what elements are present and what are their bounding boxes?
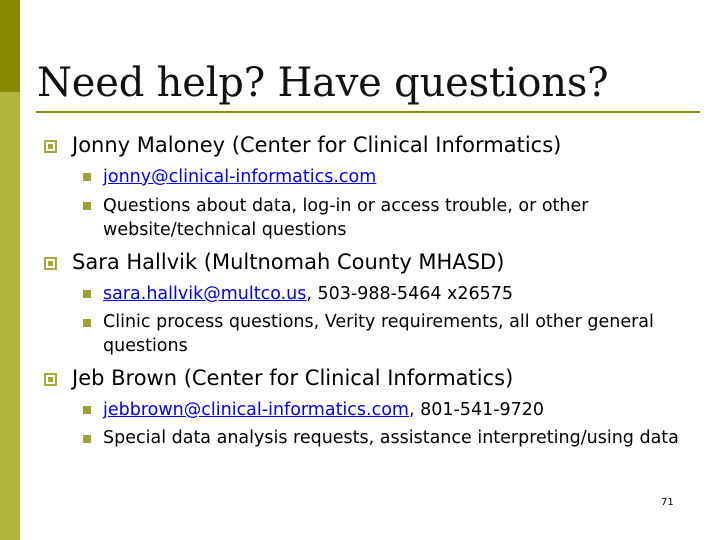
filled-square-bullet-icon (83, 319, 91, 327)
page-number: 71 (661, 497, 674, 508)
contact-name: Jeb Brown (Center for Clinical Informatics) (72, 366, 514, 390)
filled-square-bullet-icon (83, 406, 91, 414)
filled-square-bullet-icon (83, 290, 91, 298)
sidebar-top-block (0, 0, 20, 92)
contact-email-line (103, 282, 703, 306)
contact-description: Special data analysis requests, assistance interpreting/using data (103, 428, 679, 448)
hollow-square-bullet-icon (44, 373, 57, 386)
contact-email-line (103, 398, 703, 422)
hollow-square-bullet-icon (44, 257, 57, 270)
contact-phone: , 801-541-9720 (408, 400, 545, 420)
left-sidebar-bar (0, 0, 20, 540)
contact-name: Jonny Maloney (Center for Clinical Informatics) (72, 133, 562, 157)
email-link[interactable]: jebbrown@clinical-informatics.com (103, 400, 409, 420)
email-link[interactable]: jonny@clinical-informatics.com (103, 167, 377, 187)
contact-email-line (103, 165, 703, 189)
hollow-square-bullet-icon (44, 140, 57, 153)
email-link[interactable]: sara.hallvik@multco.us (103, 284, 307, 304)
contact-description: Clinic process questions, Verity requirements, all other general questions (103, 312, 654, 356)
slide-title: Need help? Have questions? (37, 60, 609, 106)
title-underline-divider (36, 111, 700, 113)
filled-square-bullet-icon (83, 435, 91, 443)
filled-square-bullet-icon (83, 173, 91, 181)
filled-square-bullet-icon (83, 202, 91, 210)
contact-description: Questions about data, log-in or access trouble, or other website/technical questions (103, 196, 589, 240)
contact-name: Sara Hallvik (Multnomah County MHASD) (72, 250, 505, 274)
contact-phone: , 503-988-5464 x26575 (306, 284, 514, 304)
